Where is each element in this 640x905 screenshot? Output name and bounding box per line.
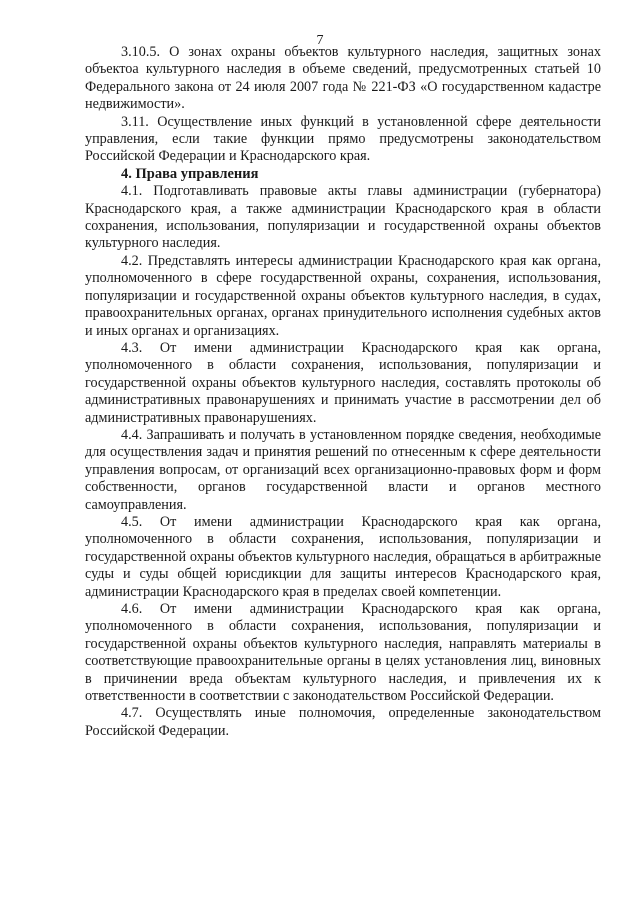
paragraph-4-2: 4.2. Представлять интересы администрации Краснодарского края как органа, уполномоченного в сфере государственной охраны, сохранения, использования, популяризации и государственной охраны объектов культурного наследия, в судах, правоохранительных органах, органах принудительного исполнения судебных актов и иных органах и организациях. [85,252,601,339]
document-body [85,44,601,740]
section-heading: 4. Права управления [121,165,259,182]
paragraph-3-10-5: 3.10.5. О зонах охраны объектов культурного наследия, защитных зонах объектоа культурного наследия в объеме сведений, предусмотренных статьей 10 Федерального закона от 24 июля 2007 года № 221-ФЗ «О государственном кадастре недвижимости». [85,44,601,113]
paragraph-4-3: 4.3. От имени администрации Краснодарского края как органа, уполномоченного в области сохранения, использования, популяризации и государственной охраны объектов культурного наследия, составлять протоколы об административных правонарушениях и принимать участие в рассмотрении дел об административных правонарушениях. [85,339,601,426]
paragraph-4-4: 4.4. Запрашивать и получать в установленном порядке сведения, необходимые для осуществления задач и принятия решений по отнесенным к сфере деятельности управления вопросам, от организаций всех организационно-правовых форм и форм собственности, органов государственной власти и органов местного самоуправления. [85,426,601,513]
paragraph-4-5: 4.5. От имени администрации Краснодарского края как органа, уполномоченного в области сохранения, использования, популяризации и государственной охраны объектов культурного наследия, обращаться в арбитражные суды и суды общей юрисдикции для защиты интересов Краснодарского края, администрации Краснодарского края в пределах своей компетенции. [85,513,601,600]
paragraph-4-6: 4.6. От имени администрации Краснодарского края как органа, уполномоченного в области сохранения, использования, популяризации и государственной охраны объектов культурного наследия, направлять материалы в соответствующие правоохранительные органы в целях установления лиц, виновных в причинении вреда объектам культурного наследия, и привлечения их к ответственности в соответствии с законодательством Российской Федерации. [85,601,601,705]
paragraph-4-1: 4.1. Подготавливать правовые акты главы администрации (губернатора) Краснодарского края, а также администрации Краснодарского края в области сохранения, использования, популяризации и государственной охраны объектов культурного наследия. [85,183,601,252]
page-number: 7 [316,33,324,48]
paragraph-3-11: 3.11. Осуществление иных функций в установленной сфере деятельности управления, если такие функции прямо предусмотрены законодательством Российской Федерации и Краснодарского края. [85,113,601,165]
paragraph-4-7: 4.7. Осуществлять иные полномочия, определенные законодательством Российской Федерации. [85,705,601,739]
